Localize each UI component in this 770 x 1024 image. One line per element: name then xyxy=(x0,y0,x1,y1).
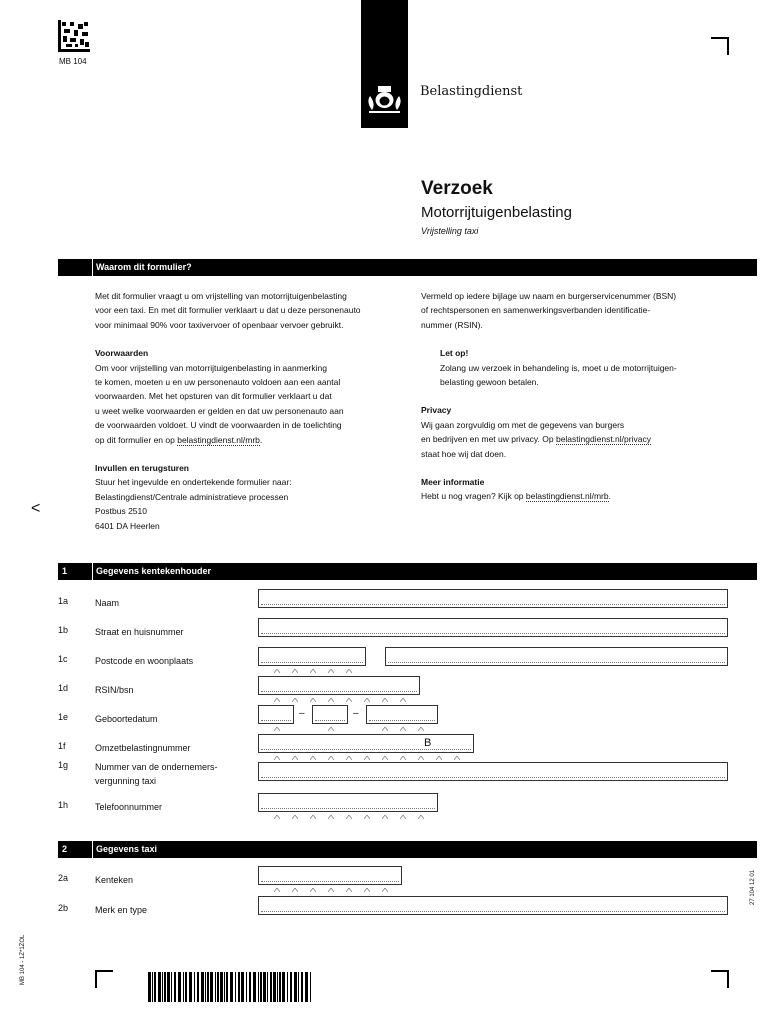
text: Hebt u nog vragen? Kijk op xyxy=(421,491,526,502)
row-number: 1d xyxy=(58,683,69,693)
field-segment-mark xyxy=(328,806,334,810)
mrb-link[interactable]: belastingdienst.nl/mrb xyxy=(177,434,260,445)
intro-line: voor een taxi. En met dit formulier verklaart u dat u deze personenauto xyxy=(95,305,361,316)
privacy-line xyxy=(421,432,741,446)
rsin-bsn-input[interactable] xyxy=(258,676,420,695)
row-label: RSIN/bsn xyxy=(95,685,134,695)
field-segment-mark xyxy=(364,806,370,810)
field-segment-mark xyxy=(418,806,424,810)
field-segment-mark xyxy=(292,747,298,751)
date-separator: – xyxy=(353,708,359,719)
page-note: Vrijstelling taxi xyxy=(421,226,479,236)
field-segment-mark xyxy=(292,660,298,664)
make-model-input[interactable] xyxy=(258,896,728,915)
section-heading: Gegevens taxi xyxy=(96,844,158,854)
field-segment-mark xyxy=(418,718,424,722)
privacy-link[interactable]: belastingdienst.nl/privacy xyxy=(555,434,651,445)
field-segment-mark xyxy=(382,806,388,810)
conditions-heading: Voorwaarden xyxy=(95,348,149,359)
conditions-line: u weet welke voorwaarden er gelden en dat uw personenauto aan xyxy=(95,405,344,416)
info-heading: Meer informatie xyxy=(421,477,485,488)
field-segment-mark xyxy=(274,660,280,664)
field-segment-mark xyxy=(364,689,370,693)
name-input[interactable] xyxy=(258,589,728,608)
row-number: 2b xyxy=(58,903,69,913)
send-line: Belastingdienst/Centrale administratieve processen xyxy=(95,491,289,502)
row-label: Naam xyxy=(95,598,120,608)
taxi-license-input[interactable] xyxy=(258,762,728,781)
page-title: Verzoek xyxy=(421,178,493,199)
field-segment-mark xyxy=(310,806,316,810)
field-segment-mark xyxy=(400,806,406,810)
field-segment-mark xyxy=(346,806,352,810)
conditions-line: voorwaarden. Met het opsturen van dit formulier verklaart u dat xyxy=(95,391,332,402)
page-subtitle: Motorrijtuigenbelasting xyxy=(421,204,572,221)
form-code: MB 104 xyxy=(59,57,87,66)
attention-heading: Let op! xyxy=(440,348,469,359)
field-segment-mark xyxy=(400,747,406,751)
field-segment-mark xyxy=(400,718,406,722)
conditions-line-last xyxy=(95,433,415,447)
birth-month-input[interactable] xyxy=(312,705,348,724)
section-heading: Gegevens kentekenhouder xyxy=(96,566,212,576)
send-line: 6401 DA Heerlen xyxy=(95,520,160,531)
datamatrix-code xyxy=(58,20,90,52)
fold-mark: < xyxy=(31,500,41,517)
field-segment-mark xyxy=(382,747,388,751)
field-segment-mark xyxy=(328,660,334,664)
field-segment-mark xyxy=(346,660,352,664)
row-label xyxy=(95,760,218,788)
barcode xyxy=(148,972,314,1002)
intro-line: Met dit formulier vraagt u om vrijstelling van motorrijtuigenbelasting xyxy=(95,291,347,301)
row-number: 1e xyxy=(58,712,69,722)
field-segment-mark xyxy=(274,747,280,751)
field-segment-mark xyxy=(310,660,316,664)
row-number: 1a xyxy=(58,596,69,606)
row-label: Omzetbelastingnummer xyxy=(95,743,191,753)
license-plate-input[interactable] xyxy=(258,866,402,885)
postcode-input[interactable] xyxy=(258,647,366,666)
why-right-column xyxy=(421,289,741,504)
row-label: Straat en huisnummer xyxy=(95,627,184,637)
section-2-bar xyxy=(58,841,757,858)
info-line xyxy=(421,489,741,503)
field-segment-mark xyxy=(292,879,298,883)
why-left-column xyxy=(95,289,415,533)
birth-day-input[interactable] xyxy=(258,705,294,724)
row-label: Telefoonnummer xyxy=(95,802,163,812)
attention-line: belasting gewoon betalen. xyxy=(440,377,539,388)
field-segment-mark xyxy=(382,689,388,693)
row-number: 1b xyxy=(58,625,69,635)
corner-mark-top-right xyxy=(711,37,729,55)
corner-mark-bottom-right xyxy=(711,970,729,988)
info-link[interactable]: belastingdienst.nl/mrb xyxy=(525,491,609,502)
logo-bar xyxy=(361,0,408,128)
privacy-heading: Privacy xyxy=(421,405,452,416)
crest-icon xyxy=(361,0,408,128)
row-label-line: Nummer van de ondernemers- xyxy=(95,762,218,772)
send-line: Postbus 2510 xyxy=(95,506,147,517)
field-segment-mark xyxy=(346,689,352,693)
vat-letter: B xyxy=(424,737,432,749)
intro-line: voor minimaal 90% voor taxivervoer of openbaar vervoer gebruikt. xyxy=(95,319,344,330)
street-input[interactable] xyxy=(258,618,728,637)
field-segment-mark xyxy=(328,879,334,883)
field-segment-mark xyxy=(364,879,370,883)
field-segment-mark xyxy=(310,747,316,751)
row-number: 1h xyxy=(58,800,69,810)
conditions-line: Om voor vrijstelling van motorrijtuigenbelasting in aanmerking xyxy=(95,362,327,373)
date-separator: – xyxy=(299,708,305,719)
field-segment-mark xyxy=(454,747,460,751)
field-segment-mark xyxy=(274,806,280,810)
row-label: Postcode en woonplaats xyxy=(95,656,194,666)
field-segment-mark xyxy=(292,806,298,810)
section-number: 1 xyxy=(62,566,68,576)
right-intro-line: nummer (RSIN). xyxy=(421,319,483,330)
row-label: Geboortedatum xyxy=(95,714,158,724)
field-segment-mark xyxy=(382,879,388,883)
privacy-line: Wij gaan zorgvuldig om met de gegevens van burgers xyxy=(421,419,625,430)
text: . xyxy=(259,434,263,445)
row-number: 1c xyxy=(58,654,68,664)
field-segment-mark xyxy=(328,689,334,693)
section-number: 2 xyxy=(62,844,68,854)
row-label-line: vergunning taxi xyxy=(95,776,157,786)
text: en bedrijven en met uw privacy. Op xyxy=(421,434,556,445)
logo-text: Belastingdienst xyxy=(420,84,523,99)
field-segment-mark xyxy=(346,879,352,883)
row-label: Merk en type xyxy=(95,905,148,915)
field-segment-mark xyxy=(292,689,298,693)
conditions-line: de voorwaarden voldoet. U vindt de voorwaarden in de toelichting xyxy=(95,420,342,431)
row-number: 1f xyxy=(58,741,66,751)
conditions-line: te komen, moeten u en uw personenauto voldoen aan een aantal xyxy=(95,377,341,388)
text: . xyxy=(608,491,611,502)
field-segment-mark xyxy=(400,689,406,693)
row-label: Kenteken xyxy=(95,875,134,885)
row-number: 1g xyxy=(58,760,69,770)
field-segment-mark xyxy=(274,879,280,883)
field-segment-mark xyxy=(274,689,280,693)
field-segment-mark xyxy=(310,879,316,883)
why-heading: Waarom dit formulier? xyxy=(96,262,192,272)
right-intro-line: of rechtspersonen en samenwerkingsverbanden identificatie- xyxy=(421,305,651,316)
section-1-bar xyxy=(58,563,757,580)
field-segment-mark xyxy=(436,747,442,751)
field-segment-mark xyxy=(310,689,316,693)
field-segment-mark xyxy=(382,718,388,722)
attention-line: Zolang uw verzoek in behandeling is, moet u de motorrijtuigen- xyxy=(440,362,677,373)
city-input[interactable] xyxy=(385,647,728,666)
send-heading: Invullen en terugsturen xyxy=(95,463,189,474)
right-intro-line: Vermeld op iedere bijlage uw naam en burgerservicenummer (BSN) xyxy=(421,291,677,301)
right-margin-code: 27 104 12 01 xyxy=(750,869,756,905)
field-segment-mark xyxy=(328,718,334,722)
corner-mark-bottom-left xyxy=(95,970,113,988)
privacy-line: staat hoe wij dat doen. xyxy=(421,448,507,459)
vat-number-input[interactable] xyxy=(258,734,474,753)
field-segment-mark xyxy=(346,747,352,751)
field-segment-mark xyxy=(364,747,370,751)
left-margin-code: MB 104 - 1Z*1ZOL xyxy=(20,934,26,985)
text: op dit formulier en op xyxy=(95,434,178,445)
phone-input[interactable] xyxy=(258,793,438,812)
field-segment-mark xyxy=(274,718,280,722)
birth-year-input[interactable] xyxy=(366,705,438,724)
field-segment-mark xyxy=(328,747,334,751)
send-line: Stuur het ingevulde en ondertekende formulier naar: xyxy=(95,477,292,488)
row-number: 2a xyxy=(58,873,69,883)
why-section-bar xyxy=(58,259,757,276)
